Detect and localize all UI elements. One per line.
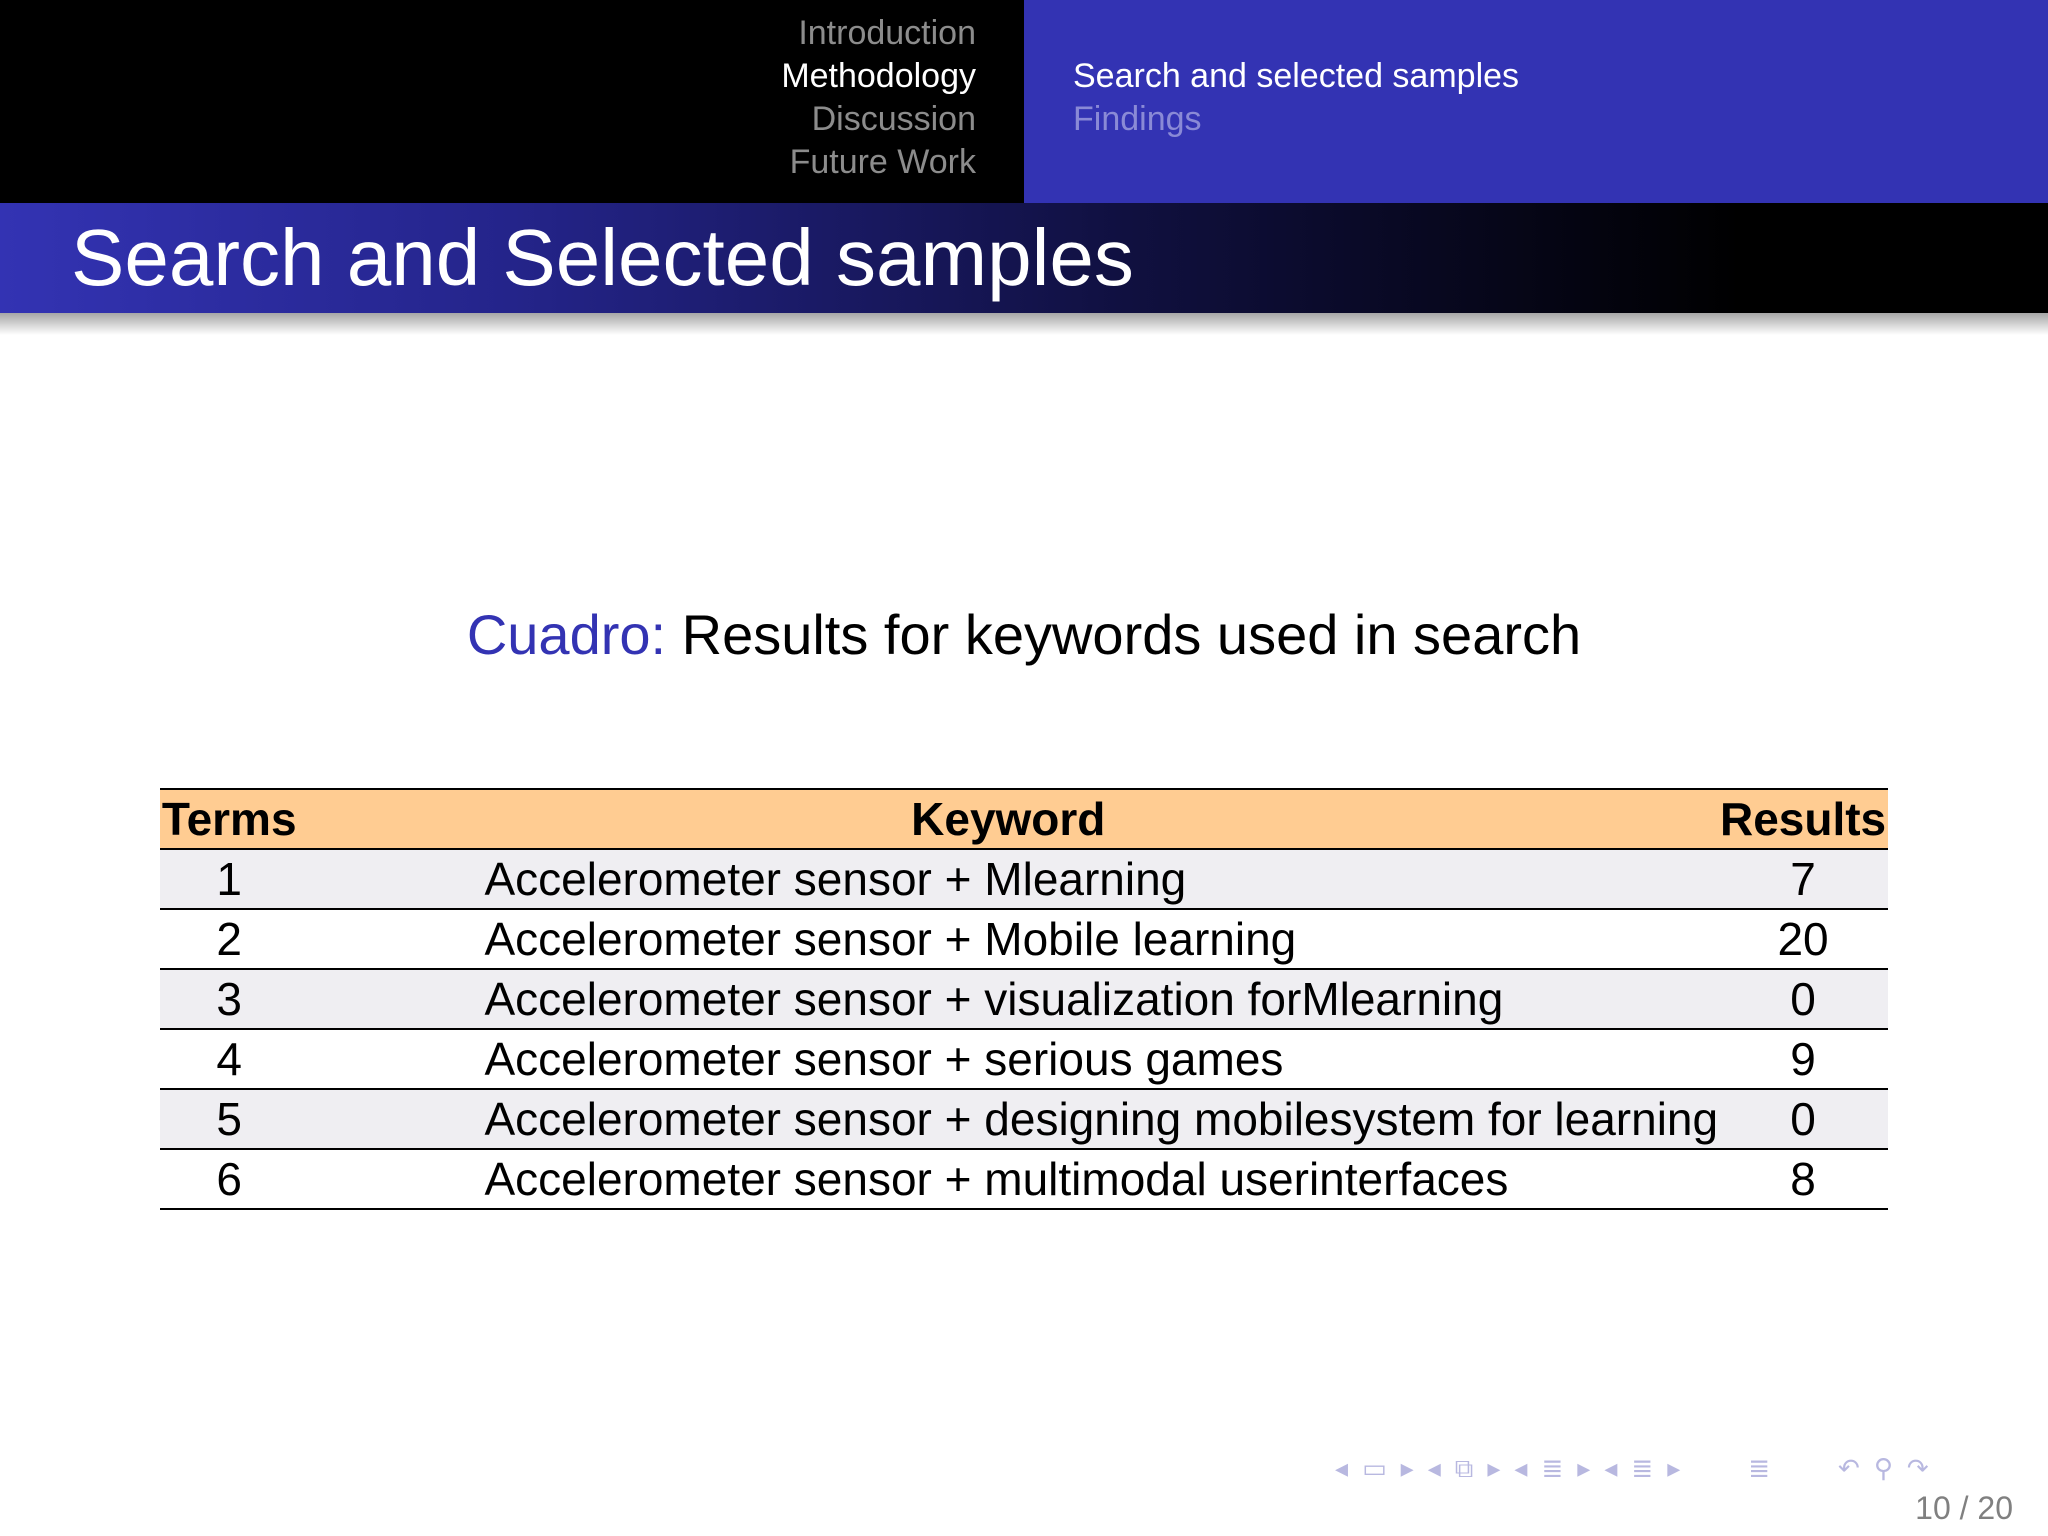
cell-term: 1: [216, 853, 243, 905]
next-section-arrow-icon[interactable]: ▸: [1667, 1454, 1681, 1484]
table-row: [160, 909, 1888, 969]
cell-results: 7: [1790, 853, 1816, 905]
header-terms: Terms: [161, 793, 297, 845]
subsection-list: [1073, 55, 1519, 141]
nav-sections-panel: [0, 0, 1024, 203]
beamer-nav-symbols: [1335, 1452, 1929, 1486]
cell-term: 5: [216, 1093, 243, 1145]
cell-term: 3: [216, 973, 243, 1025]
cell-keyword: Accelerometer sensor + Mobile learning: [484, 913, 1297, 965]
prev-section-arrow-icon[interactable]: ◂: [1604, 1454, 1618, 1484]
cell-results: 8: [1790, 1153, 1816, 1205]
header-results: Results: [1719, 793, 1887, 845]
cell-keyword: Accelerometer sensor + designing mobilesystem for learning: [484, 1093, 1719, 1145]
nav-subsections-panel: [1024, 0, 2048, 203]
nav-subsection-search[interactable]: Search and selected samples: [1073, 57, 1520, 95]
table-row: [160, 1089, 1888, 1149]
header-keyword: Keyword: [911, 793, 1106, 845]
slide-icon[interactable]: ▭: [1362, 1454, 1387, 1484]
frame-icon[interactable]: ⧉: [1454, 1453, 1474, 1484]
back-icon[interactable]: ↶: [1838, 1454, 1860, 1484]
forward-icon[interactable]: ↷: [1906, 1454, 1929, 1484]
cell-results: 9: [1790, 1033, 1816, 1085]
cell-results: 0: [1790, 1093, 1816, 1145]
title-bar-shadow: [0, 313, 2048, 335]
caption-text: Results for keywords used in search: [666, 603, 1582, 666]
cell-keyword: Accelerometer sensor + multimodal userinterfaces: [484, 1153, 1509, 1205]
cell-term: 2: [216, 913, 243, 965]
nav-section-discussion[interactable]: Discussion: [811, 100, 976, 138]
table-row: [160, 1029, 1888, 1089]
toc-icon[interactable]: ≣: [1748, 1454, 1771, 1484]
next-frame-arrow-icon[interactable]: ▸: [1487, 1454, 1501, 1484]
table-row: [160, 849, 1888, 909]
cell-keyword: Accelerometer sensor + serious games: [484, 1033, 1284, 1085]
nav-section-methodology[interactable]: Methodology: [781, 57, 976, 95]
search-icon[interactable]: ⚲: [1873, 1454, 1893, 1484]
table-caption: [0, 600, 2048, 670]
nav-subsection-findings[interactable]: Findings: [1073, 100, 1202, 138]
table-row: [160, 969, 1888, 1029]
frame-title: Search and Selected samples: [71, 213, 1134, 302]
cell-results: 0: [1790, 973, 1816, 1025]
subsection-icon[interactable]: ≣: [1541, 1454, 1564, 1484]
table-row: [160, 1149, 1888, 1209]
cell-term: 4: [216, 1033, 243, 1085]
next-slide-arrow-icon[interactable]: ▸: [1400, 1454, 1414, 1484]
caption-label: Cuadro:: [466, 603, 667, 666]
page-number: 10 / 20: [1915, 1490, 2013, 1526]
next-subsection-arrow-icon[interactable]: ▸: [1577, 1454, 1591, 1484]
cell-keyword: Accelerometer sensor + visualization forMlearning: [484, 973, 1504, 1025]
cell-term: 6: [216, 1153, 243, 1205]
prev-frame-arrow-icon[interactable]: ◂: [1427, 1454, 1441, 1484]
prev-subsection-arrow-icon[interactable]: ◂: [1514, 1454, 1528, 1484]
table-header-row: [160, 789, 1888, 849]
cell-keyword: Accelerometer sensor + Mlearning: [484, 853, 1187, 905]
nav-section-future-work[interactable]: Future Work: [789, 143, 976, 181]
nav-section-introduction[interactable]: Introduction: [798, 14, 976, 52]
prev-slide-arrow-icon[interactable]: ◂: [1335, 1454, 1349, 1484]
results-table: [160, 788, 1888, 1210]
cell-results: 20: [1777, 913, 1829, 965]
section-icon[interactable]: ≣: [1631, 1454, 1654, 1484]
section-list: [781, 12, 976, 184]
